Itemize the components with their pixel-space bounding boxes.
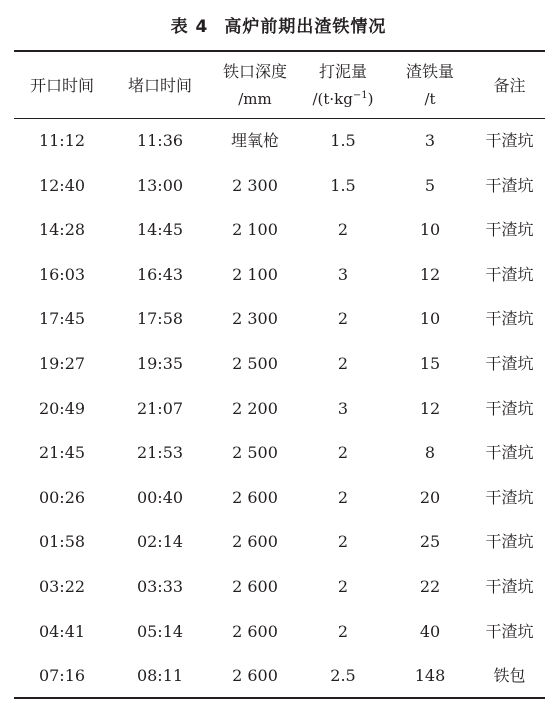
- bottom-rule: [14, 697, 545, 699]
- cell-remarks: 干渣坑: [485, 131, 534, 150]
- cell-clay-amount: 2: [337, 220, 349, 240]
- cell-taphole-depth: 2 600: [232, 487, 278, 507]
- cell-remarks: 干渣坑: [485, 443, 534, 463]
- cell-slag-iron-amount: 40: [419, 621, 441, 641]
- cell-open-time: 16:03: [38, 264, 86, 284]
- header-slag-iron-amount: 渣铁量 /t: [386, 52, 474, 118]
- cell-open-time: 21:45: [38, 443, 86, 463]
- cell-clay-amount: 2: [337, 532, 349, 552]
- cell-slag-iron-amount: 148: [414, 666, 446, 686]
- cell-slag-iron-amount: 22: [419, 576, 441, 596]
- cell-clay-amount: 1.5: [330, 175, 356, 195]
- header-remarks: 备注: [493, 76, 526, 95]
- cell-taphole-depth: 2 600: [232, 666, 278, 686]
- cell-remarks: 干渣坑: [485, 576, 534, 596]
- table-row: [14, 119, 545, 164]
- header-clay-amount: 打泥量 $/(t\cdot kg^{-1})$: [300, 52, 386, 118]
- cell-close-time: 11:36: [136, 131, 184, 150]
- cell-open-time: 19:27: [38, 353, 86, 373]
- cell-remarks: 干渣坑: [485, 398, 534, 418]
- table-row: [14, 164, 545, 209]
- cell-taphole-depth: 埋氧枪: [230, 131, 279, 150]
- cell-clay-amount: 2: [337, 443, 349, 463]
- cell-slag-iron-amount: 10: [419, 309, 441, 329]
- cell-close-time: 14:45: [136, 220, 184, 240]
- cell-slag-iron-amount: 20: [419, 487, 441, 507]
- table-row: [14, 208, 545, 253]
- table-row: [14, 520, 545, 565]
- cell-remarks: 干渣坑: [485, 309, 534, 329]
- table-row: [14, 297, 545, 342]
- cell-taphole-depth: 2 300: [232, 175, 278, 195]
- cell-taphole-depth: 2 300: [232, 309, 278, 329]
- cell-slag-iron-amount: 12: [419, 264, 441, 284]
- cell-taphole-depth: 2 500: [232, 353, 278, 373]
- cell-slag-iron-amount: 8: [424, 443, 436, 463]
- cell-taphole-depth: 2 600: [232, 621, 278, 641]
- cell-slag-iron-amount: 25: [419, 532, 441, 552]
- cell-clay-amount: 2: [337, 576, 349, 596]
- cell-open-time: 11:12: [38, 131, 86, 150]
- header-taphole-depth: 铁口深度 /mm: [210, 52, 300, 118]
- cell-clay-amount: 2: [337, 353, 349, 373]
- table-header: [14, 52, 545, 118]
- cell-close-time: 03:33: [136, 576, 184, 596]
- cell-taphole-depth: 2 600: [232, 576, 278, 596]
- cell-open-time: 17:45: [38, 309, 86, 329]
- header-taphole-depth-unit: /mm: [238, 90, 272, 108]
- cell-taphole-depth: 2 200: [232, 398, 278, 418]
- cell-taphole-depth: 2 500: [232, 443, 278, 463]
- table-caption: [0, 12, 557, 37]
- cell-open-time: 00:26: [38, 487, 86, 507]
- cell-remarks: 干渣坑: [485, 220, 534, 240]
- cell-close-time: 21:53: [136, 443, 184, 463]
- cell-remarks: 干渣坑: [485, 532, 534, 552]
- cell-close-time: 16:43: [136, 264, 184, 284]
- cell-open-time: 04:41: [38, 621, 86, 641]
- cell-open-time: 01:58: [38, 532, 86, 552]
- cell-clay-amount: 3: [337, 398, 349, 418]
- table-row: [14, 387, 545, 432]
- table-body: [14, 119, 545, 699]
- cell-taphole-depth: 2 100: [232, 264, 278, 284]
- cell-close-time: 13:00: [136, 175, 184, 195]
- cell-remarks: 干渣坑: [485, 175, 534, 195]
- cell-clay-amount: 2.5: [330, 666, 356, 686]
- table-row: [14, 431, 545, 476]
- cell-close-time: 02:14: [136, 532, 184, 552]
- table-row: [14, 565, 545, 610]
- header-slag-iron-amount-unit: /t: [424, 90, 436, 108]
- table-row: [14, 610, 545, 655]
- header-close-time: 堵口时间: [127, 76, 192, 95]
- cell-remarks: 干渣坑: [485, 487, 534, 507]
- table-row: [14, 253, 545, 298]
- cell-open-time: 12:40: [38, 175, 86, 195]
- header-open-time: 开口时间: [29, 76, 94, 95]
- cell-slag-iron-amount: 10: [419, 220, 441, 240]
- table-row: [14, 476, 545, 521]
- table-row: [14, 342, 545, 387]
- cell-remarks: 铁包: [493, 666, 526, 686]
- table-title: 高炉前期出渣铁情况: [224, 17, 387, 37]
- cell-slag-iron-amount: 15: [419, 353, 441, 373]
- cell-open-time: 14:28: [38, 220, 86, 240]
- cell-open-time: 07:16: [38, 666, 86, 686]
- cell-remarks: 干渣坑: [485, 353, 534, 373]
- cell-close-time: 00:40: [136, 487, 184, 507]
- cell-close-time: 08:11: [136, 666, 184, 686]
- cell-slag-iron-amount: 12: [419, 398, 441, 418]
- cell-open-time: 03:22: [38, 576, 86, 596]
- header-clay-amount-unit: $/(t\cdot kg^{-1})$: [312, 90, 374, 108]
- cell-close-time: 19:35: [136, 353, 184, 373]
- cell-taphole-depth: 2 600: [232, 532, 278, 552]
- cell-remarks: 干渣坑: [485, 264, 534, 284]
- cell-clay-amount: 3: [337, 264, 349, 284]
- cell-clay-amount: 2: [337, 621, 349, 641]
- cell-close-time: 17:58: [136, 309, 184, 329]
- table-row: [14, 654, 545, 699]
- table-number: 表 4: [170, 17, 209, 37]
- cell-clay-amount: 2: [337, 487, 349, 507]
- cell-remarks: 干渣坑: [485, 621, 534, 641]
- cell-clay-amount: 2: [337, 309, 349, 329]
- cell-open-time: 20:49: [38, 398, 86, 418]
- cell-clay-amount: 1.5: [330, 131, 356, 150]
- cell-taphole-depth: 2 100: [232, 220, 278, 240]
- cell-close-time: 21:07: [136, 398, 184, 418]
- cell-slag-iron-amount: 3: [424, 131, 436, 150]
- cell-close-time: 05:14: [136, 621, 184, 641]
- cell-slag-iron-amount: 5: [424, 175, 436, 195]
